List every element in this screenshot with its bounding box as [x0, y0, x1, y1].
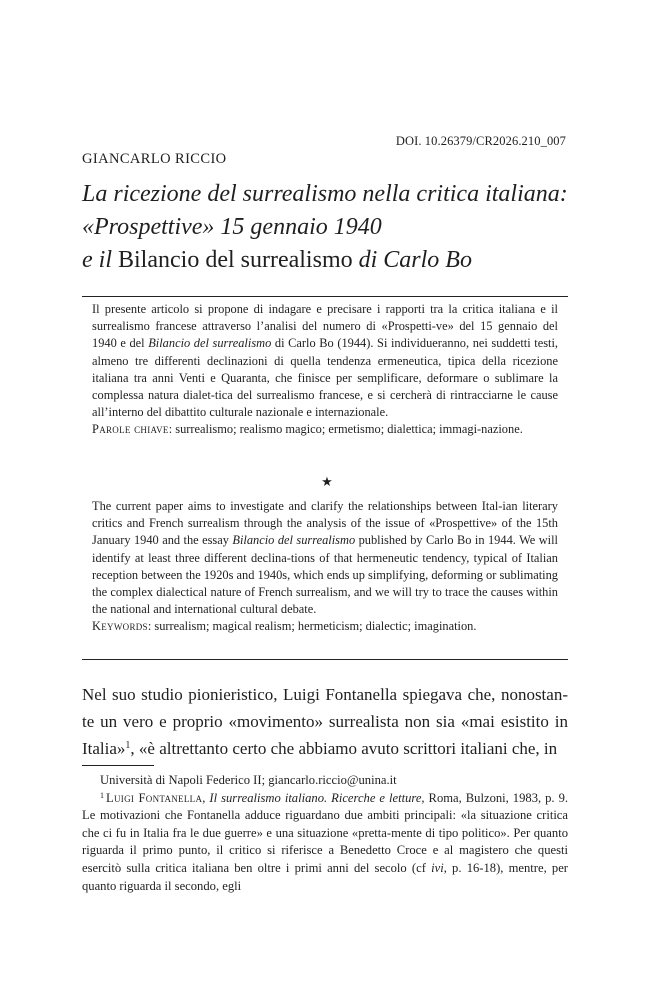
- abstract-it-p2: di Carlo Bo (1944). Si individueranno, nei suddetti testi, almeno tre differenti declinazioni di quella tendenza ermeneutica, tipica della ricezione italiana tra anni Venti e Quaranta, che finisce per semplificare, deformare o sublimare la complessa natura dialet-tica del surrealismo francese, e si cercherà di rintracciarne le cause all’interno del dibattito culturale nazionale e internazionale.: [92, 336, 559, 420]
- abstract-italian: [92, 301, 558, 439]
- abstract-it-title-ref: Bilancio del surrealismo: [148, 336, 272, 351]
- footnote-1-text-b: , p. 16-18), mentre, per quanto riguarda il secondo, egli: [82, 860, 569, 893]
- title-line-1-text: La ricezione del surrealismo nella critica italiana:: [82, 181, 568, 207]
- title-line-3: [82, 244, 582, 277]
- footnote-1-ivi: ivi: [431, 860, 444, 875]
- footnote-ref-1[interactable]: 1: [125, 740, 131, 751]
- footnote-1-author: Luigi Fontanella: [106, 790, 203, 805]
- abstract-english-text: [92, 498, 558, 618]
- title-line-3-a: e il: [82, 247, 112, 273]
- footnotes: [82, 772, 568, 895]
- article-title: [82, 178, 582, 277]
- title-line-2: [82, 211, 582, 244]
- author-affiliation: Università di Napoli Federico II; giancarlo.riccio@unina.it: [100, 773, 397, 787]
- title-line-3-b: Bilancio del surrealismo: [112, 247, 359, 273]
- title-line-2-text: «Prospettive» 15 gennaio 1940: [82, 214, 382, 240]
- footnote-1-sep: ,: [202, 790, 210, 805]
- author-name: GIANCARLO RICCIO: [82, 151, 227, 167]
- footnote-1-number: 1: [100, 790, 104, 800]
- abstract-en-keywords: [92, 618, 558, 635]
- footnote-1-text-a: Roma, Bulzoni, 1983, p. 9. Le motivazioni che Fontanella adduce riguardano due ambiti principali: «la situazione critica che ci fu in Italia fra le due guerre» e una situazione «pretta-mente di tipo politico». Per quanto riguarda il primo punto, il critico si riferisce a Benedetto Croce e al magistero che questi esercitò sulla critica italiana ben oltre i primi anni del secolo (cf: [82, 790, 569, 875]
- body-text-b: , «è altrettanto certo che abbiamo avuto scrittori italiani che, in: [130, 739, 558, 758]
- keywords-label-en: Keywords: [92, 619, 148, 634]
- abstract-italian-text: [92, 301, 558, 421]
- footnote-1-title: Il surrealismo italiano. Ricerche e letture,: [209, 790, 425, 805]
- footnote-divider: [82, 765, 154, 766]
- abstract-it-keywords: [92, 421, 558, 438]
- doi-label: DOI. 10.26379/CR2026.210_007: [395, 134, 566, 148]
- abstract-en-p2: published by Carlo Bo in 1944. We will identify at least three different declina-tions of that hermeneutic tendency, typical of Italian reception between the 1920s and 1940s, which ends up simplifying, deforming or sublimating the complex dialectical nature of French surrealism, and we will try to trace the causes within the national and international cultural debate.: [92, 533, 558, 617]
- keywords-en: : surrealism; magical realism; hermeticism; dialectic; imagination.: [147, 619, 477, 634]
- abstract-it-p1: Il presente articolo si propone di indagare e precisare i rapporti tra la critica italiana e il surrealismo francese attraverso l’analisi del numero di «Prospetti-ve» del 15 gennaio del 1940 e del: [92, 302, 558, 351]
- title-line-3-c: di Carlo Bo: [358, 247, 472, 273]
- body-text-a: Nel suo studio pionieristico, Luigi Fontanella spiegava che, nonostan-te un vero e proprio «movimento» surrealista non sia «mai esistito in Italia»: [82, 685, 568, 758]
- abstract-en-title-ref: Bilancio del surrealismo: [232, 533, 356, 548]
- keywords-label-it: Parole chiave: [92, 422, 169, 437]
- abstract-english: [92, 498, 558, 636]
- title-line-1: [82, 178, 582, 211]
- star-separator-icon: ★: [321, 474, 333, 489]
- body-paragraph: [82, 681, 568, 762]
- abstract-en-p1: The current paper aims to investigate and clarify the relationships between Ital-ian literary critics and French surrealism through the analysis of the issue of «Prospettive» of the 15th January 1940 and the essay: [92, 499, 558, 548]
- keywords-it: : surrealismo; realismo magico; ermetismo; dialettica; immagi-nazione.: [168, 422, 523, 437]
- footnote-1: [82, 790, 568, 896]
